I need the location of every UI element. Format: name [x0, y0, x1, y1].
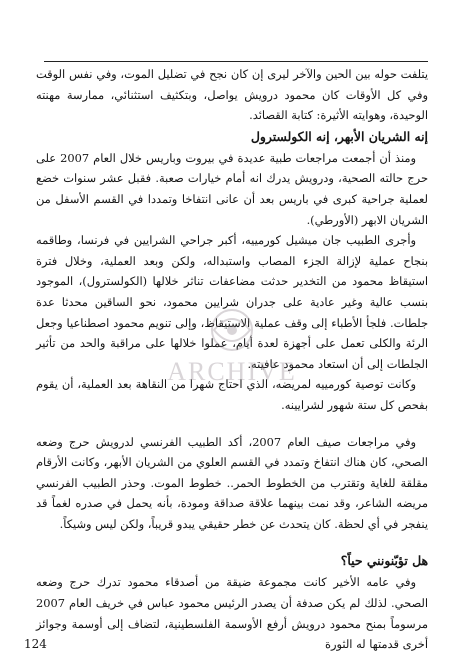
paragraph: [36, 230, 428, 374]
paragraph: [36, 572, 428, 654]
paragraph: [36, 432, 428, 535]
text-line: علاقة صداقة ومودة، بأنه يحمل في صدره لغماً قد ينفجر في أي لحظة. كان يتحدث عن خطر: [36, 496, 428, 531]
text-line: من الخطوط الحمر.. خطوط الموت. وحذر الطبيب الفرنسي مريضه الشاعر، وقد نمت بينهما: [36, 475, 428, 511]
text-line: وفي عامه الأخير كانت مجموعة ضيقة من أصدقاء محمود تدرك حرج وضعه الصحي.: [36, 575, 428, 611]
section-heading: هل تؤبّنونني حياً؟: [340, 553, 428, 569]
text-line: الأوقات كان محمود درويش يواصل، وبتكثيف استثنائي، ممارسة مهنته الوحيدة، وهوايته: [36, 87, 428, 123]
text-line: وفي مراجعات صيف العام 2007، أكد الطبيب الفرنسي لدرويش حرج وضعه الصحي،: [36, 434, 428, 470]
text-line: على مراقبة والحد من تأثير الجلطات إلى أن استعاد محمود عافيته.: [36, 336, 428, 371]
top-rule: [44, 61, 428, 62]
text-line: يتلفت حوله بين الحين والآخر ليرى إن كان نجح في تضليل الموت، وفي نفس الوقت وفي كل: [36, 67, 428, 102]
text-line: محمود درويش أرفع الأوسمة الفلسطينية، لتضاف إلى أوسمة وجوائز أخرى قدمتها له الثورة: [36, 616, 428, 652]
page-text: [36, 64, 428, 655]
text-line: حقيقي يبدو قريباً، ولكن ليس وشيكاً.: [59, 516, 231, 531]
text-line: حالته الصحية، ودرويش يدرك انه أمام خيارات صعبة. فقبل عشر سنوات خضع لعملية جراحية: [36, 171, 428, 206]
text-line: شرايين محمود، نحو الساقين محدثا عدة جلطات. فلجأ الأطباء إلى وقف عملية الاستيقاظ،: [36, 294, 428, 330]
section-heading: إنه الشريان الأبهر، إنه الكولسترول: [250, 128, 428, 144]
page-number: 124: [24, 637, 47, 651]
text-line: ومنذ أن أجمعت مراجعات طبية عديدة في بيروت وباريس خلال العام 2007 على حرج: [36, 150, 428, 186]
text-line: وإلى تنويم محمود اصطناعيا وجعل الرئة والكلى تعمل على أجهزة لعدة أيام، عملوا خلالها: [36, 315, 428, 351]
paragraph: [36, 374, 428, 415]
text-line: لإزالة الجزء المصاب واستبداله، ولكن وبعد العملية، وخلال فترة استيقاظ محمود من التخدير: [36, 253, 428, 289]
text-line: كبرى في باريس بعد أن عانى انتفاخا وتمددا في القسم الأسفل من الشريان الابهر (الأورطي).: [36, 191, 428, 227]
svg-text:ARCHIVE: ARCHIVE: [167, 357, 297, 386]
text-line: وأجرى الطبيب جان ميشيل كورمييه، أكبر جراحي الشرايين في فرنسا، وطاقمه بنجاح عملية: [36, 233, 428, 268]
intro-paragraph: [36, 64, 428, 126]
text-line: كان هناك انتفاخ وتمدد في القسم العلوي من الشريان الأبهر، وكانت الأرقام مقلقة للغاية وتقترب: [36, 455, 428, 490]
paragraph: [36, 148, 428, 230]
text-line: حدثت مضاعفات تناثر خلالها (الكولسترول)، الموجود بنسب عالية وغير عادية على جدران: [36, 274, 429, 309]
text-line: وكانت توصية كورمييه لمريضه، الذي احتاج شهرا من النقاهة بعد العملية، أن يقوم بفحص: [36, 377, 428, 412]
text-line: لذلك لم يكن صدفة أن يصدر الرئيس محمود عباس في خريف العام 2007 مرسوماً بمنح: [36, 596, 428, 631]
text-line: الأثيرة: كتابة القصائد.: [249, 108, 349, 123]
text-line: كل ستة شهور لشرايينه.: [281, 397, 395, 412]
